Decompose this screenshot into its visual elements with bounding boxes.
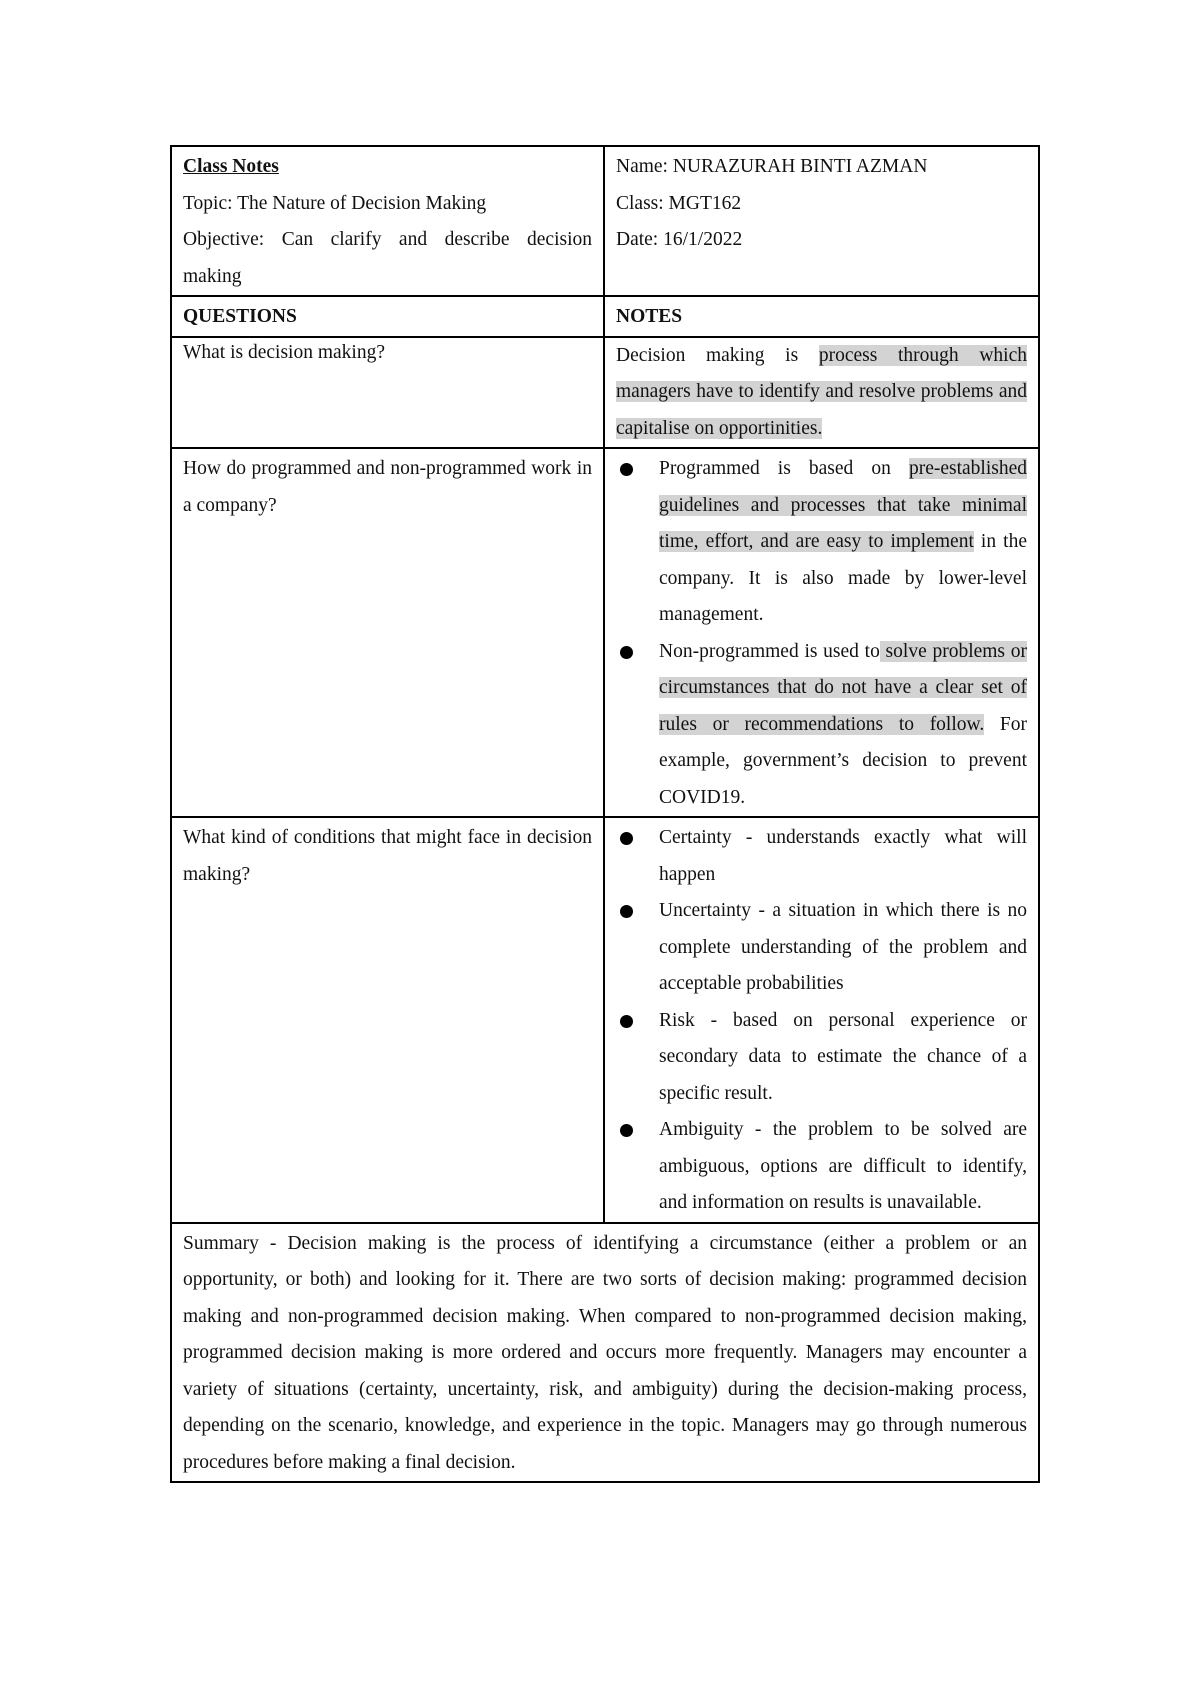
class-notes-title: Class Notes (183, 156, 279, 177)
bullet-highlight: solve problems or circumstances that do not have a clear set of rules or recommendations to follow. (659, 640, 1027, 735)
list-item (616, 820, 1027, 893)
note-text: Decision making is (616, 344, 819, 366)
bullet-icon (620, 1015, 633, 1028)
list-item (616, 634, 1027, 817)
bullet-text: Non-programmed is used to (659, 640, 880, 662)
list-item (616, 1003, 1027, 1113)
note-cell (604, 448, 1039, 817)
table-row (171, 448, 1039, 817)
questions-header: QUESTIONS (171, 296, 604, 337)
summary-row (171, 1223, 1039, 1483)
note-highlight: process through which managers have to identify and resolve problems and capitalise on opportinities. (616, 344, 1027, 439)
bullet-text: Certainty - understands exactly what will happen (659, 827, 1027, 885)
bullet-icon (620, 832, 633, 845)
table-row (171, 817, 1039, 1223)
table-row (171, 337, 1039, 449)
bullet-icon (620, 646, 633, 659)
question-cell: How do programmed and non-programmed work in a company? (171, 448, 604, 817)
objective-text: Objective: Can clarify and describe decision making (183, 229, 592, 287)
list-item (616, 451, 1027, 634)
bullet-text: Risk - based on personal experience or secondary data to estimate the chance of a specific result. (659, 1009, 1027, 1104)
question-cell: What is decision making? (171, 337, 604, 449)
column-header-row (171, 296, 1039, 337)
list-item (616, 893, 1027, 1003)
bullet-text: Ambiguity - the problem to be solved are ambiguous, options are difficult to identify, and information on results is unavailable. (659, 1119, 1027, 1213)
student-info-cell (604, 146, 1039, 296)
note-cell (604, 817, 1039, 1223)
bullet-text: in the company. It is also made by lower-level management. (659, 531, 1027, 625)
bullet-list (616, 820, 1027, 1222)
cornell-notes-table (170, 145, 1040, 1483)
student-name: Name: NURAZURAH BINTI AZMAN (616, 156, 928, 177)
bullet-text: Uncertainty - a situation in which there is no complete understanding of the problem and acceptable probabilities (659, 900, 1027, 994)
bullet-text: Programmed is based on (659, 458, 909, 479)
course-info-cell (171, 146, 604, 296)
note-date: Date: 16/1/2022 (616, 229, 743, 250)
class-code: Class: MGT162 (616, 192, 742, 214)
info-row (171, 146, 1039, 296)
bullet-icon (620, 463, 633, 476)
note-cell (604, 337, 1039, 449)
bullet-list (616, 451, 1027, 816)
summary-cell: Summary - Decision making is the process of identifying a circumstance (either a problem or an opportunity, or both) and looking for it. There are two sorts of decision making: programmed decision making and non-programmed decision making. When compared to non-programmed decision making, programmed decision making is more ordered and occurs more frequently. Managers may encounter a variety of situations (certainty, uncertainty, risk, and ambiguity) during the decision-making process, depending on the scenario, knowledge, and experience in the topic. Managers may go through numerous procedures before making a final decision. (171, 1223, 1039, 1483)
bullet-highlight: pre-established guidelines and processes that take minimal time, effort, and are easy to implement (659, 458, 1027, 552)
bullet-text: For example, government’s decision to prevent COVID19. (659, 713, 1027, 808)
notes-header: NOTES (604, 296, 1039, 337)
topic-text: Topic: The Nature of Decision Making (183, 192, 487, 214)
question-cell: What kind of conditions that might face in decision making? (171, 817, 604, 1223)
list-item (616, 1112, 1027, 1222)
bullet-icon (620, 1124, 633, 1137)
bullet-icon (620, 905, 633, 918)
